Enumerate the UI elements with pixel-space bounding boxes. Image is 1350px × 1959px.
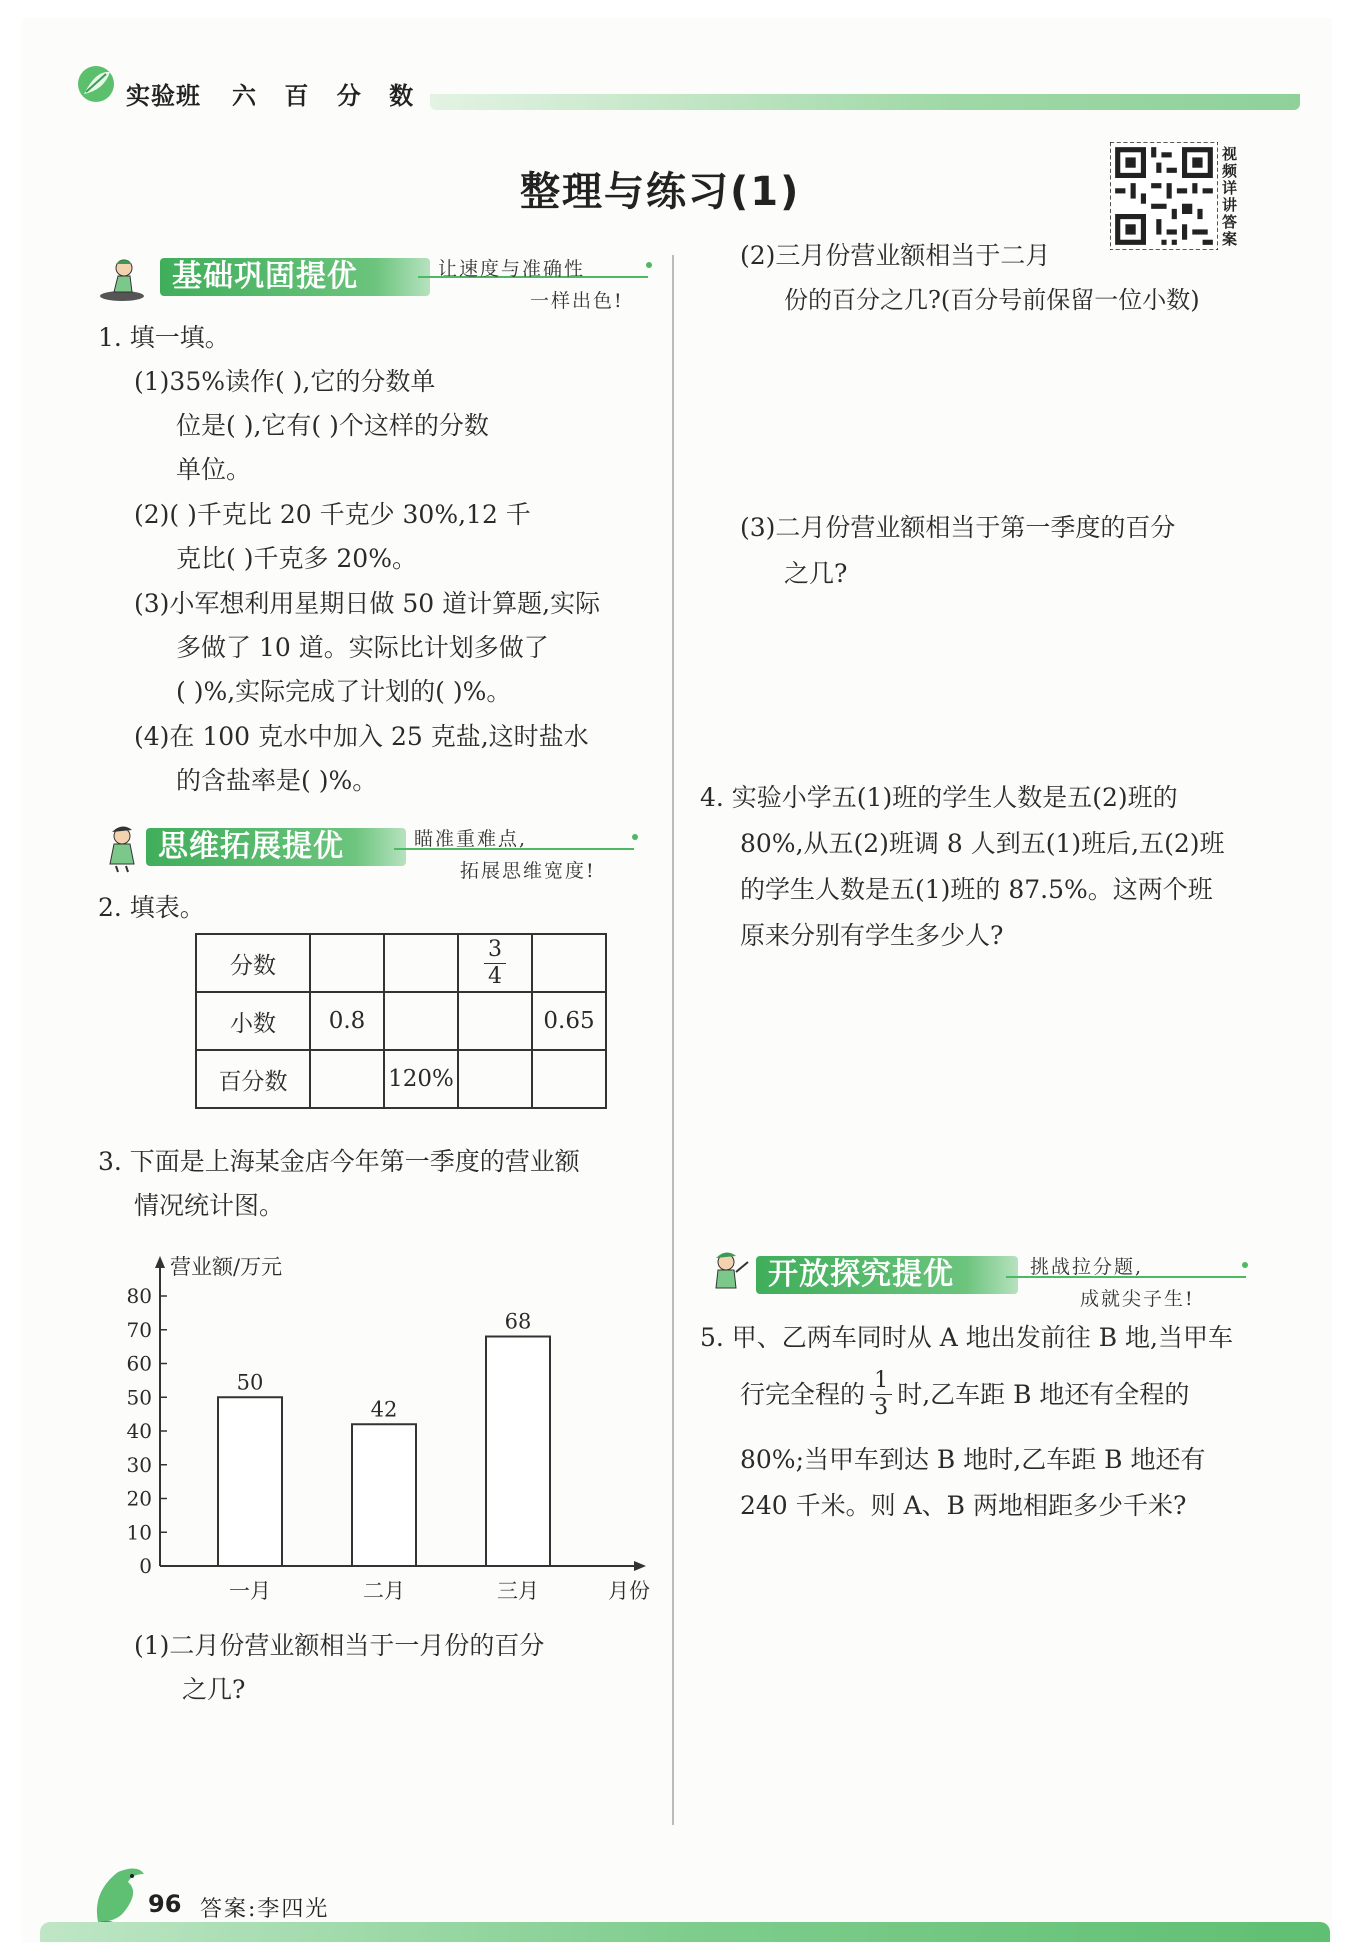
page-title: 整理与练习(1) (520, 169, 801, 215)
y-tick-label: 0 (139, 1554, 152, 1578)
q4-line2: 80%,从五(2)班调 8 人到五(1)班后,五(2)班 (740, 829, 1225, 858)
x-axis-arrow (634, 1561, 646, 1571)
q3-sub3-line2: 之几? (784, 559, 848, 588)
bar (352, 1424, 416, 1566)
motto-line-1: 让速度与准确性 (438, 258, 586, 280)
table-cell (310, 934, 384, 992)
q4-line3: 的学生人数是五(1)班的 87.5%。这两个班 (740, 875, 1213, 904)
motto-line-2: 拓展思维宽度! (460, 860, 596, 882)
q4-line1: 4. 实验小学五(1)班的学生人数是五(2)班的 (700, 783, 1178, 812)
y-axis-label: 营业额/万元 (170, 1255, 283, 1279)
q1-part1-line3: 单位。 (176, 455, 252, 484)
motto-line-2: 一样出色! (530, 290, 624, 312)
table-cell (384, 934, 458, 992)
q5-line4: 240 千米。则 A、B 两地相距多少千米? (740, 1491, 1187, 1520)
q3-sub3-line1: (3)二月份营业额相当于第一季度的百分 (740, 513, 1176, 542)
q1-part1-line1: (1)35%读作( ),它的分数单 (134, 367, 436, 396)
y-tick-label: 40 (126, 1419, 152, 1443)
bar (486, 1337, 550, 1567)
series-name: 实验班 (126, 82, 201, 110)
y-tick-label: 50 (126, 1385, 152, 1410)
x-tick-label: 二月 (363, 1579, 405, 1603)
q3-stem-line2: 情况统计图。 (134, 1191, 285, 1220)
fraction-denominator: 4 (488, 963, 502, 989)
row-header: 小数 (196, 992, 310, 1050)
q1-part3-line1: (3)小军想利用星期日做 50 道计算题,实际 (134, 589, 601, 618)
q5-line2 (740, 1368, 1189, 1421)
q4-line4: 原来分别有学生多少人? (740, 921, 1004, 950)
bar-value-label: 50 (236, 1370, 264, 1395)
table-cell (384, 992, 458, 1050)
revenue-bar-chart (110, 1230, 670, 1610)
mascot-climber-icon (702, 1248, 754, 1300)
table-cell: 0.8 (310, 992, 384, 1050)
mascot-skateboard-icon (96, 254, 148, 306)
x-axis-label: 月份 (608, 1579, 650, 1603)
table-row (196, 934, 606, 992)
q1-part2-line2: 克比( )千克多 20%。 (176, 544, 417, 573)
table-cell (310, 1050, 384, 1108)
motto-line-1: 瞄准重难点, (414, 828, 528, 850)
q3-stem-line1: 3. 下面是上海某金店今年第一季度的营业额 (98, 1147, 580, 1176)
row-header: 分数 (196, 934, 310, 992)
y-axis-arrow (155, 1256, 165, 1268)
fraction-denominator: 3 (874, 1395, 889, 1420)
q5-line1: 5. 甲、乙两车同时从 A 地出发前往 B 地,当甲车 (700, 1323, 1233, 1352)
table-cell (532, 934, 606, 992)
q5-line2-prefix: 行完全程的 (740, 1379, 866, 1409)
bar-value-label: 42 (370, 1397, 398, 1422)
y-tick-label: 60 (126, 1351, 152, 1376)
y-tick-label: 70 (126, 1317, 152, 1342)
q1-part2-line1: (2)( )千克比 20 千克少 30%,12 千 (134, 500, 531, 529)
mascot-thinking-icon (96, 822, 148, 874)
q3-sub2-line2: 份的百分之几?(百分号前保留一位小数) (784, 286, 1200, 314)
table-row (196, 1050, 606, 1108)
bar (218, 1397, 282, 1566)
motto-line-2: 成就尖子生! (1080, 1288, 1195, 1310)
motto-line-1: 挑战拉分题, (1030, 1256, 1144, 1278)
table-cell (532, 1050, 606, 1108)
bar-value-label: 68 (504, 1309, 532, 1334)
footer-answer: 答案:李四光 (200, 1897, 330, 1922)
x-tick-label: 一月 (229, 1579, 271, 1603)
section-banner-thinking: 思维拓展提优 (146, 828, 406, 866)
unit-name: 六 百 分 数 (232, 82, 424, 110)
q1-part4-line1: (4)在 100 克水中加入 25 克盐,这时盐水 (134, 722, 589, 751)
leaf-logo-icon (76, 64, 116, 104)
table-cell (458, 992, 532, 1050)
table-cell-fraction (458, 934, 532, 992)
table-cell (458, 1050, 532, 1108)
x-tick-label: 三月 (497, 1579, 539, 1603)
banner-dot (1242, 1262, 1248, 1268)
header-bar (430, 94, 1300, 110)
banner-dot (632, 834, 638, 840)
q1-part1-line2: 位是( ),它有( )个这样的分数 (176, 411, 489, 440)
fraction-numerator: 3 (484, 937, 506, 964)
column-divider (672, 255, 674, 1825)
q1-part3-line3: ( )%,实际完成了计划的( )%。 (176, 677, 512, 706)
table-cell: 120% (384, 1050, 458, 1108)
q1-part4-line2: 的含盐率是( )%。 (176, 766, 378, 795)
q2-stem: 2. 填表。 (98, 893, 205, 922)
qr-code[interactable] (1110, 142, 1218, 250)
q1-stem: 1. 填一填。 (98, 323, 230, 352)
y-tick-label: 20 (126, 1486, 152, 1511)
y-tick-label: 80 (126, 1284, 152, 1308)
footer-bar (40, 1922, 1330, 1942)
y-tick-label: 10 (126, 1520, 152, 1545)
q3-sub1-line1: (1)二月份营业额相当于一月份的百分 (134, 1631, 545, 1660)
qr-label: 视频详讲答案 (1222, 145, 1238, 248)
section-banner-open: 开放探究提优 (756, 1256, 1018, 1294)
q3-sub2-line1: (2)三月份营业额相当于二月 (740, 241, 1051, 270)
q3-sub1-line2: 之几? (182, 1675, 246, 1704)
q1-part3-line2: 多做了 10 道。实际比计划多做了 (176, 633, 549, 662)
conversion-table (195, 933, 607, 1109)
banner-dot (646, 262, 652, 268)
fraction-one-third (870, 1368, 892, 1421)
fraction-numerator: 1 (870, 1368, 892, 1395)
q5-line2-suffix: 时,乙车距 B 地还有全程的 (897, 1379, 1190, 1409)
page-number: 96 (148, 1890, 182, 1918)
y-tick-label: 30 (126, 1452, 152, 1477)
table-cell: 0.65 (532, 992, 606, 1050)
table-row (196, 992, 606, 1050)
q5-line3: 80%;当甲车到达 B 地时,乙车距 B 地还有 (740, 1445, 1206, 1474)
fraction (484, 937, 506, 990)
section-banner-basic: 基础巩固提优 (160, 258, 430, 296)
row-header: 百分数 (196, 1050, 310, 1108)
